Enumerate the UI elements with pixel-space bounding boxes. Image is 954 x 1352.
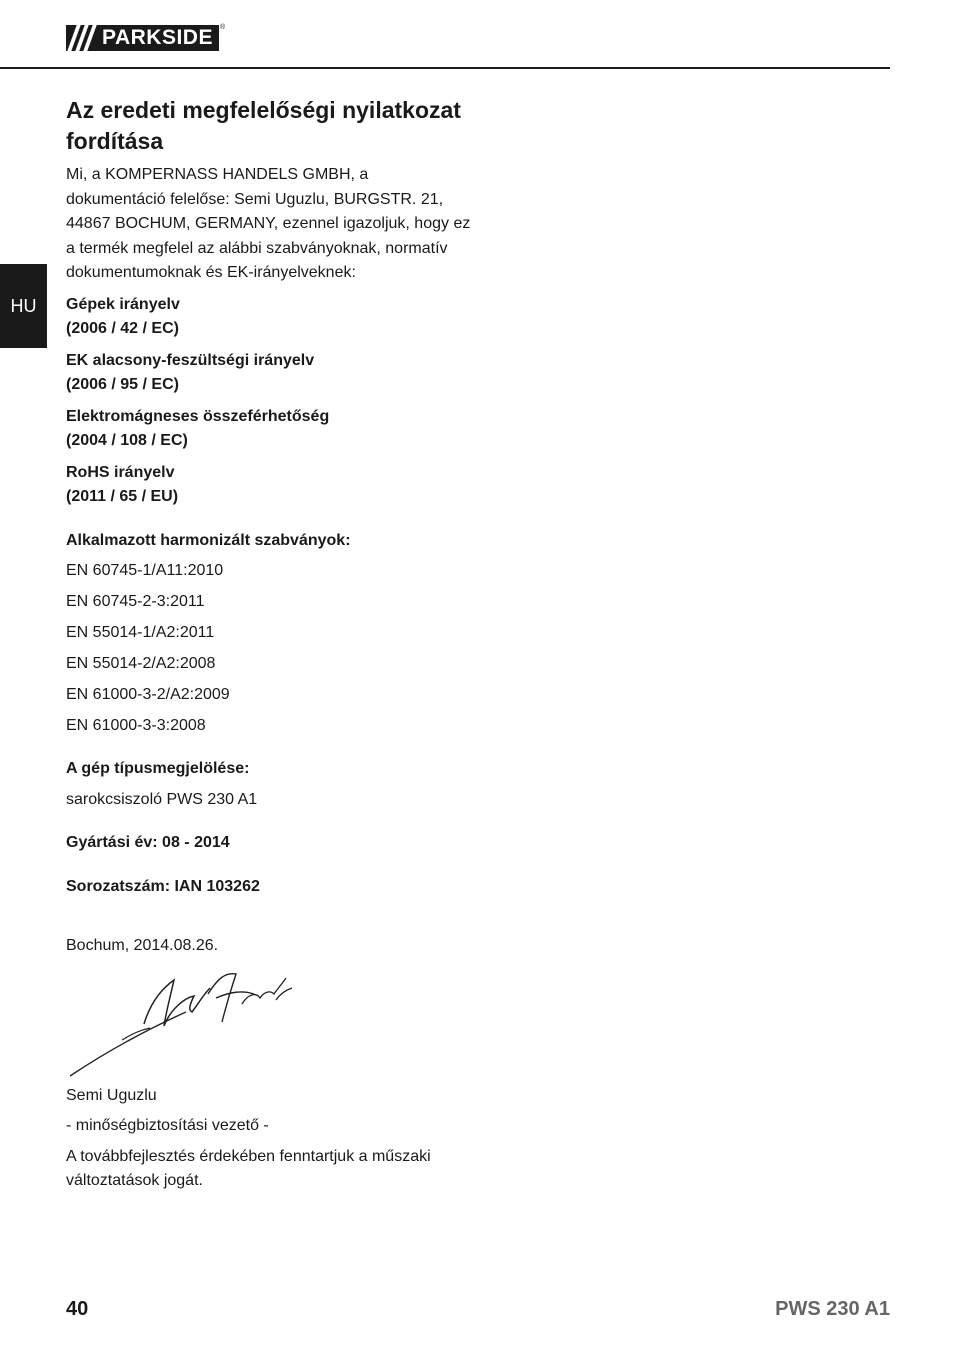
directive-item — [66, 293, 471, 342]
standard-item: EN 61000-3-2/A2:2009 — [66, 686, 230, 703]
directive-item — [66, 461, 471, 510]
declaration-content — [66, 95, 471, 1194]
standards-heading: Alkalmazott harmonizált szabványok: — [66, 531, 351, 549]
directive-item — [66, 405, 471, 454]
machine-type: sarokcsiszoló PWS 230 A1 — [66, 790, 258, 808]
standard-item: EN 55014-1/A2:2011 — [66, 624, 215, 641]
header-rule — [0, 67, 890, 69]
logo-slashes-icon — [66, 25, 98, 51]
directive-item — [66, 349, 471, 398]
serial-number: Sorozatszám: IAN 103262 — [66, 877, 260, 895]
directive-code: (2006 / 95 / EC) — [66, 376, 179, 393]
intro-paragraph: Mi, a KOMPERNASS HANDELS GMBH, a dokumentáció felelőse: Semi Uguzlu, BURGSTR. 21, 44867 BOCHUM, GERMANY, ezennel igazoljuk, hogy ez a termék megfelel az alábbi szabványoknak, normatív dokumentumoknak és EK-irányelveknek: — [66, 166, 471, 281]
directive-name: RoHS irányelv — [66, 463, 175, 481]
directive-code: (2011 / 65 / EU) — [66, 488, 179, 505]
parkside-logo — [66, 25, 225, 51]
page-title: Az eredeti megfelelőségi nyilatkozat fordítása — [66, 97, 461, 154]
registered-mark: ® — [219, 24, 226, 31]
page-number: 40 — [66, 1298, 89, 1320]
signature-image — [66, 964, 296, 1080]
standard-item: EN 60745-1/A11:2010 — [66, 562, 224, 579]
directive-code: (2004 / 108 / EC) — [66, 432, 188, 449]
footer-model: PWS 230 A1 — [775, 1298, 890, 1320]
directive-name: Elektromágneses összeférhetőség — [66, 407, 330, 425]
standard-item: EN 55014-2/A2:2008 — [66, 655, 216, 672]
standard-item: EN 61000-3-3:2008 — [66, 717, 206, 734]
place-date: Bochum, 2014.08.26. — [66, 937, 219, 954]
directive-code: (2006 / 42 / EC) — [66, 320, 179, 337]
standard-item: EN 60745-2-3:2011 — [66, 593, 205, 610]
signer-name: Semi Uguzlu — [66, 1086, 157, 1104]
directive-name: EK alacsony-feszültségi irányelv — [66, 351, 315, 369]
logo-text: PARKSIDE — [98, 25, 219, 51]
signer-role: - minőségbiztosítási vezető - — [66, 1117, 269, 1134]
machine-type-heading: A gép típusmegjelölése: — [66, 760, 250, 777]
directive-name: Gépek irányelv — [66, 295, 180, 313]
technical-changes-note: A továbbfejlesztés érdekében fenntartjuk a műszaki változtatások jogát. — [66, 1147, 431, 1189]
production-year: Gyártási év: 08 - 2014 — [66, 834, 230, 851]
language-tab-label: HU — [10, 295, 37, 316]
language-tab — [0, 264, 47, 348]
